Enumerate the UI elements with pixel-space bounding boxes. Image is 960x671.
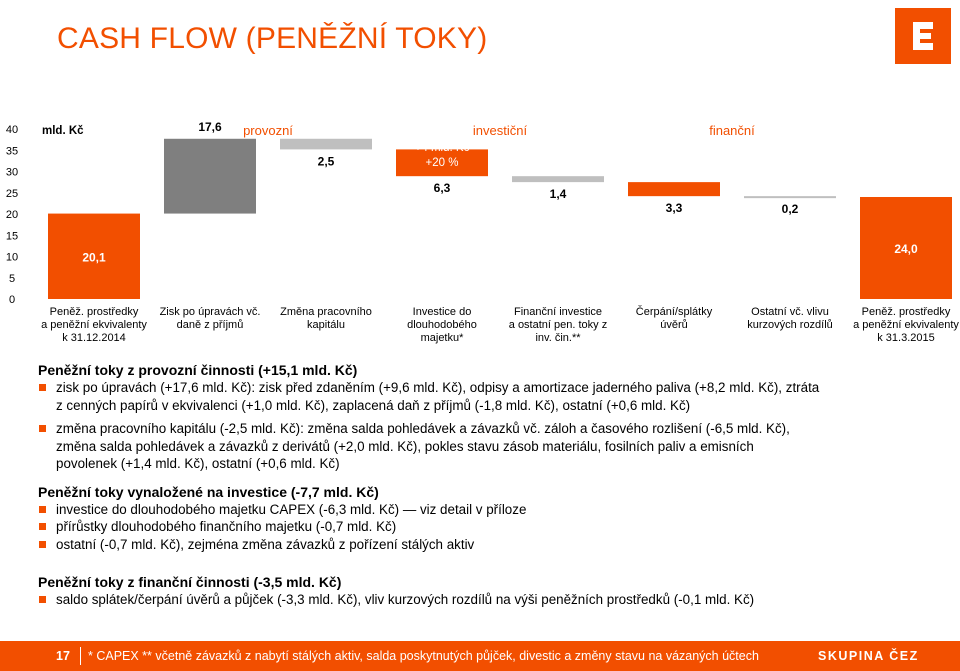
list-item: ostatní (-0,7 mld. Kč), zejména změna závazků z pořízení stálých aktiv [38,536,943,554]
operating-bullets [38,379,943,473]
group-label: provozní [243,123,293,138]
slide-title: CASH FLOW (PENĚŽNÍ TOKY) [57,22,488,55]
waterfall-bar [628,182,720,196]
category-label: daně z příjmů [176,319,244,331]
category-label: a ostatní pen. toky z [508,319,608,331]
category-label: kapitálu [307,319,345,331]
y-tick-label: 30 [5,166,19,179]
y-tick-label: 40 [5,124,19,136]
investment-annotation: +20 % [425,157,459,170]
category-label: Finanční investice [513,306,603,318]
category-label: Peněž. prostředky [49,306,139,318]
investment-bullets [38,501,943,554]
group-label: finanční [709,123,755,138]
investment-annotation: +4 mld. Kč [414,142,470,155]
bar-data-label: 6,3 [433,181,451,196]
category-label: a peněžní ekvivalenty [853,319,959,331]
category-label: dlouhodobého [407,319,477,331]
list-item: investice do dlouhodobého majetku CAPEX (-6,3 mld. Kč) — viz detail v příloze [38,501,943,519]
page-number: 17 [56,649,70,663]
cash-flow-commentary [38,361,943,609]
category-label: Ostatní vč. vlivu [751,306,829,318]
category-label: k 31.12.2014 [62,332,126,344]
y-tick-label: 10 [5,251,19,264]
category-label: a peněžní ekvivalenty [41,319,147,331]
list-item: saldo splátek/čerpání úvěrů a půjček (-3,3 mld. Kč), vliv kurzových rozdílů na výši peněžních prostředků (-0,1 mld. Kč) [38,591,943,609]
footer-divider [80,647,81,665]
waterfall-bar [280,139,372,150]
category-label: Peněž. prostředky [861,306,951,318]
waterfall-bar [164,139,256,214]
footer-note: * CAPEX ** včetně závazků z nabytí stálých aktiv, salda poskytnutých půjček, divestic a změny stavu na vázaných účtech [88,649,759,663]
y-tick-label: 25 [5,187,19,200]
operating-cash-flow-heading: Peněžní toky z provozní činnosti (+15,1 mld. Kč) [38,362,358,378]
bar-data-label: 17,6 [198,119,222,134]
category-label: Zisk po úpravách vč. [159,306,261,318]
financing-cash-flow-heading: Peněžní toky z finanční činnosti (-3,5 mld. Kč) [38,574,342,590]
category-label: k 31.3.2015 [877,332,935,344]
unit-label: mld. Kč [42,125,84,137]
list-item: přírůstky dlouhodobého finančního majetku (-0,7 mld. Kč) [38,518,943,536]
y-tick-label: 20 [5,209,19,221]
list-item: změna pracovního kapitálu (-2,5 mld. Kč): změna salda pohledávek a závazků vč. záloh a časového rozlišení (-6,5 mld. Kč), změna salda pohledávek a závazků z derivátů (+2,0 mld. Kč), pokles stavu zásob materiálu, fosilních paliv a emisních povolenek (+1,4 mld. Kč), ostatní (+0,6 mld. Kč) [38,420,943,473]
bar-data-label: 1,4 [549,187,567,202]
financing-bullets [38,591,943,609]
cash-flow-waterfall-chart [0,112,960,352]
y-tick-label: 15 [5,230,19,243]
category-label: kurzových rozdílů [747,319,833,331]
waterfall-bar [744,196,836,198]
group-label: investiční [472,123,528,138]
category-label: Investice do [412,306,472,318]
investment-cash-flow-heading: Peněžní toky vynaložené na investice (-7,7 mld. Kč) [38,483,379,500]
category-label: majetku* [420,332,464,344]
list-item: zisk po úpravách (+17,6 mld. Kč): zisk před zdaněním (+9,6 mld. Kč), odpisy a amortizace jaderného paliva (+8,2 mld. Kč), ztráta z cenných papírů v ekvivalenci (+1,0 mld. Kč), zaplacená daň z příjmů (-1,8 mld. Kč), ostatní (+0,6 mld. Kč) [38,379,943,414]
category-label: Čerpání/splátky [635,306,713,318]
bar-data-label: 0,2 [781,202,799,216]
bar-data-label: 3,3 [665,201,683,216]
y-tick-label: 5 [8,272,16,285]
category-label: inv. čin.** [535,332,581,344]
footer-bar [0,641,960,671]
bar-data-label: 24,0 [894,242,918,256]
waterfall-bar [512,176,604,182]
category-label: Změna pracovního [280,306,372,318]
y-tick-label: 0 [8,294,16,306]
bar-data-label: 20,1 [82,250,106,265]
cez-logo-icon [895,8,951,64]
footer-brand: SKUPINA ČEZ [818,649,919,663]
y-tick-label: 35 [5,145,19,158]
bar-data-label: 2,5 [317,154,335,169]
category-label: úvěrů [660,319,688,331]
